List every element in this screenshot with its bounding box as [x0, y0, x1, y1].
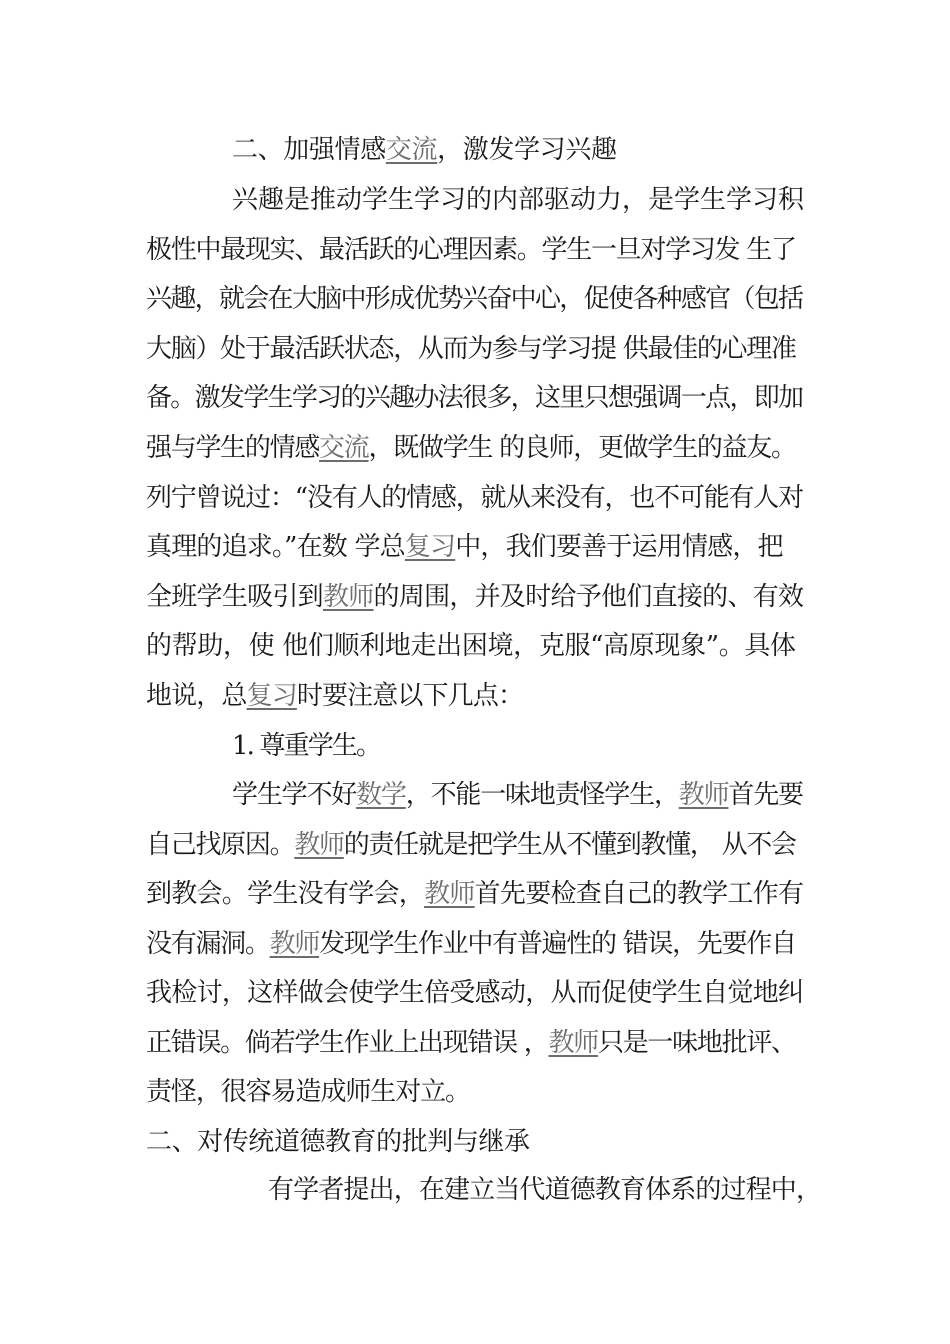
keyword-link[interactable]: 数学: [356, 780, 406, 810]
text-run: ，激发学习兴趣: [437, 135, 617, 165]
text-run: 首先要检查自己的教学工作有: [474, 879, 804, 909]
text-run: 学生学不好: [232, 780, 357, 810]
text-line: [232, 180, 804, 220]
text-line: [146, 378, 802, 418]
text-run: 只是一味地批评、: [597, 1028, 796, 1058]
text-line: [146, 230, 796, 270]
text-line: [146, 279, 802, 319]
keyword-link[interactable]: 交流: [385, 135, 438, 165]
text-run: 我检讨，这样做会使学生倍受感动，从而促使学生自觉地纠: [146, 978, 804, 1008]
text-run: 极性中最现实、最活跃的心理因素。学生一旦对学习发 生了: [146, 235, 796, 265]
text-run: 的责任就是把学生从不懂到教懂， 从不会: [343, 830, 796, 860]
text-run: 备。激发学生学习的兴趣办法很多，这里只想强调一点，即加: [146, 383, 803, 413]
text-run: 首先要: [728, 780, 803, 810]
text-run: 正错误。倘若学生作业上出现错误 ，: [146, 1028, 549, 1058]
text-run: ，既做学生 的良师，更做学生的益友。: [368, 433, 796, 463]
text-line: [146, 577, 803, 617]
keyword-link[interactable]: 复习: [404, 532, 456, 562]
text-line: [146, 1122, 530, 1162]
text-line: [146, 428, 796, 468]
text-run: 1. 尊重学生。: [232, 731, 381, 761]
text-line: [146, 973, 803, 1013]
keyword-link[interactable]: 教师: [424, 879, 475, 909]
text-line: [146, 676, 523, 716]
text-line: [146, 924, 796, 964]
keyword-link[interactable]: 教师: [294, 830, 344, 860]
text-run: 有学者提出，在建立当代道德教育体系的过程中，: [268, 1175, 822, 1205]
text-line: [146, 1023, 796, 1063]
text-run: 兴趣，就会在大脑中形成优势兴奋中心，促使各种感官（包括: [146, 284, 803, 314]
text-run: 真理的追求。”在数 学总: [146, 532, 405, 562]
text-line: [146, 329, 796, 369]
keyword-link[interactable]: 教师: [269, 929, 320, 959]
text-line: [232, 130, 617, 170]
keyword-link[interactable]: 教师: [678, 780, 729, 810]
text-line: [146, 527, 783, 567]
text-line: [146, 1072, 470, 1112]
text-line: [146, 825, 796, 865]
text-run: 列宁曾说过：“没有人的情感，就从来没有，也不可能有人对: [146, 483, 803, 513]
text-line: [146, 478, 803, 518]
text-run: 时要注意以下几点：: [296, 681, 524, 711]
text-run: 发现学生作业中有普遍性的 错误，先要作自: [319, 929, 796, 959]
text-line: [146, 874, 803, 914]
keyword-link[interactable]: 教师: [548, 1028, 598, 1058]
keyword-link[interactable]: 交流: [319, 433, 369, 463]
text-line: [232, 726, 380, 766]
text-run: 兴趣是推动学生学习的内部驱动力，是学生学习积: [232, 185, 805, 215]
text-run: ，不能一味地责怪学生，: [405, 780, 679, 810]
text-line: [268, 1170, 821, 1210]
text-run: 中，我们要善于运用情感，把: [455, 532, 783, 562]
keyword-link[interactable]: 复习: [246, 681, 297, 711]
text-run: 二、加强情感: [232, 135, 386, 165]
text-run: 地说，总: [146, 681, 247, 711]
text-line: [232, 775, 803, 815]
text-run: 全班学生吸引到: [146, 582, 323, 612]
text-run: 的周围，并及时给予他们直接的、有效: [373, 582, 804, 612]
text-run: 的帮助，使 他们顺利地走出困境，克服“高原现象”。具体: [146, 631, 796, 661]
text-run: 大脑）处于最活跃状态，从而为参与学习提 供最佳的心理准: [146, 334, 796, 364]
text-run: 责怪，很容易造成师生对立。: [146, 1077, 470, 1107]
text-run: 二、对传统道德教育的批判与继承: [146, 1127, 530, 1157]
keyword-link[interactable]: 教师: [322, 582, 374, 612]
text-run: 自己找原因。: [146, 830, 295, 860]
text-run: 到教会。学生没有学会，: [146, 879, 425, 909]
text-line: [146, 626, 796, 666]
text-run: 强与学生的情感: [146, 433, 320, 463]
text-run: 没有漏洞。: [146, 929, 270, 959]
